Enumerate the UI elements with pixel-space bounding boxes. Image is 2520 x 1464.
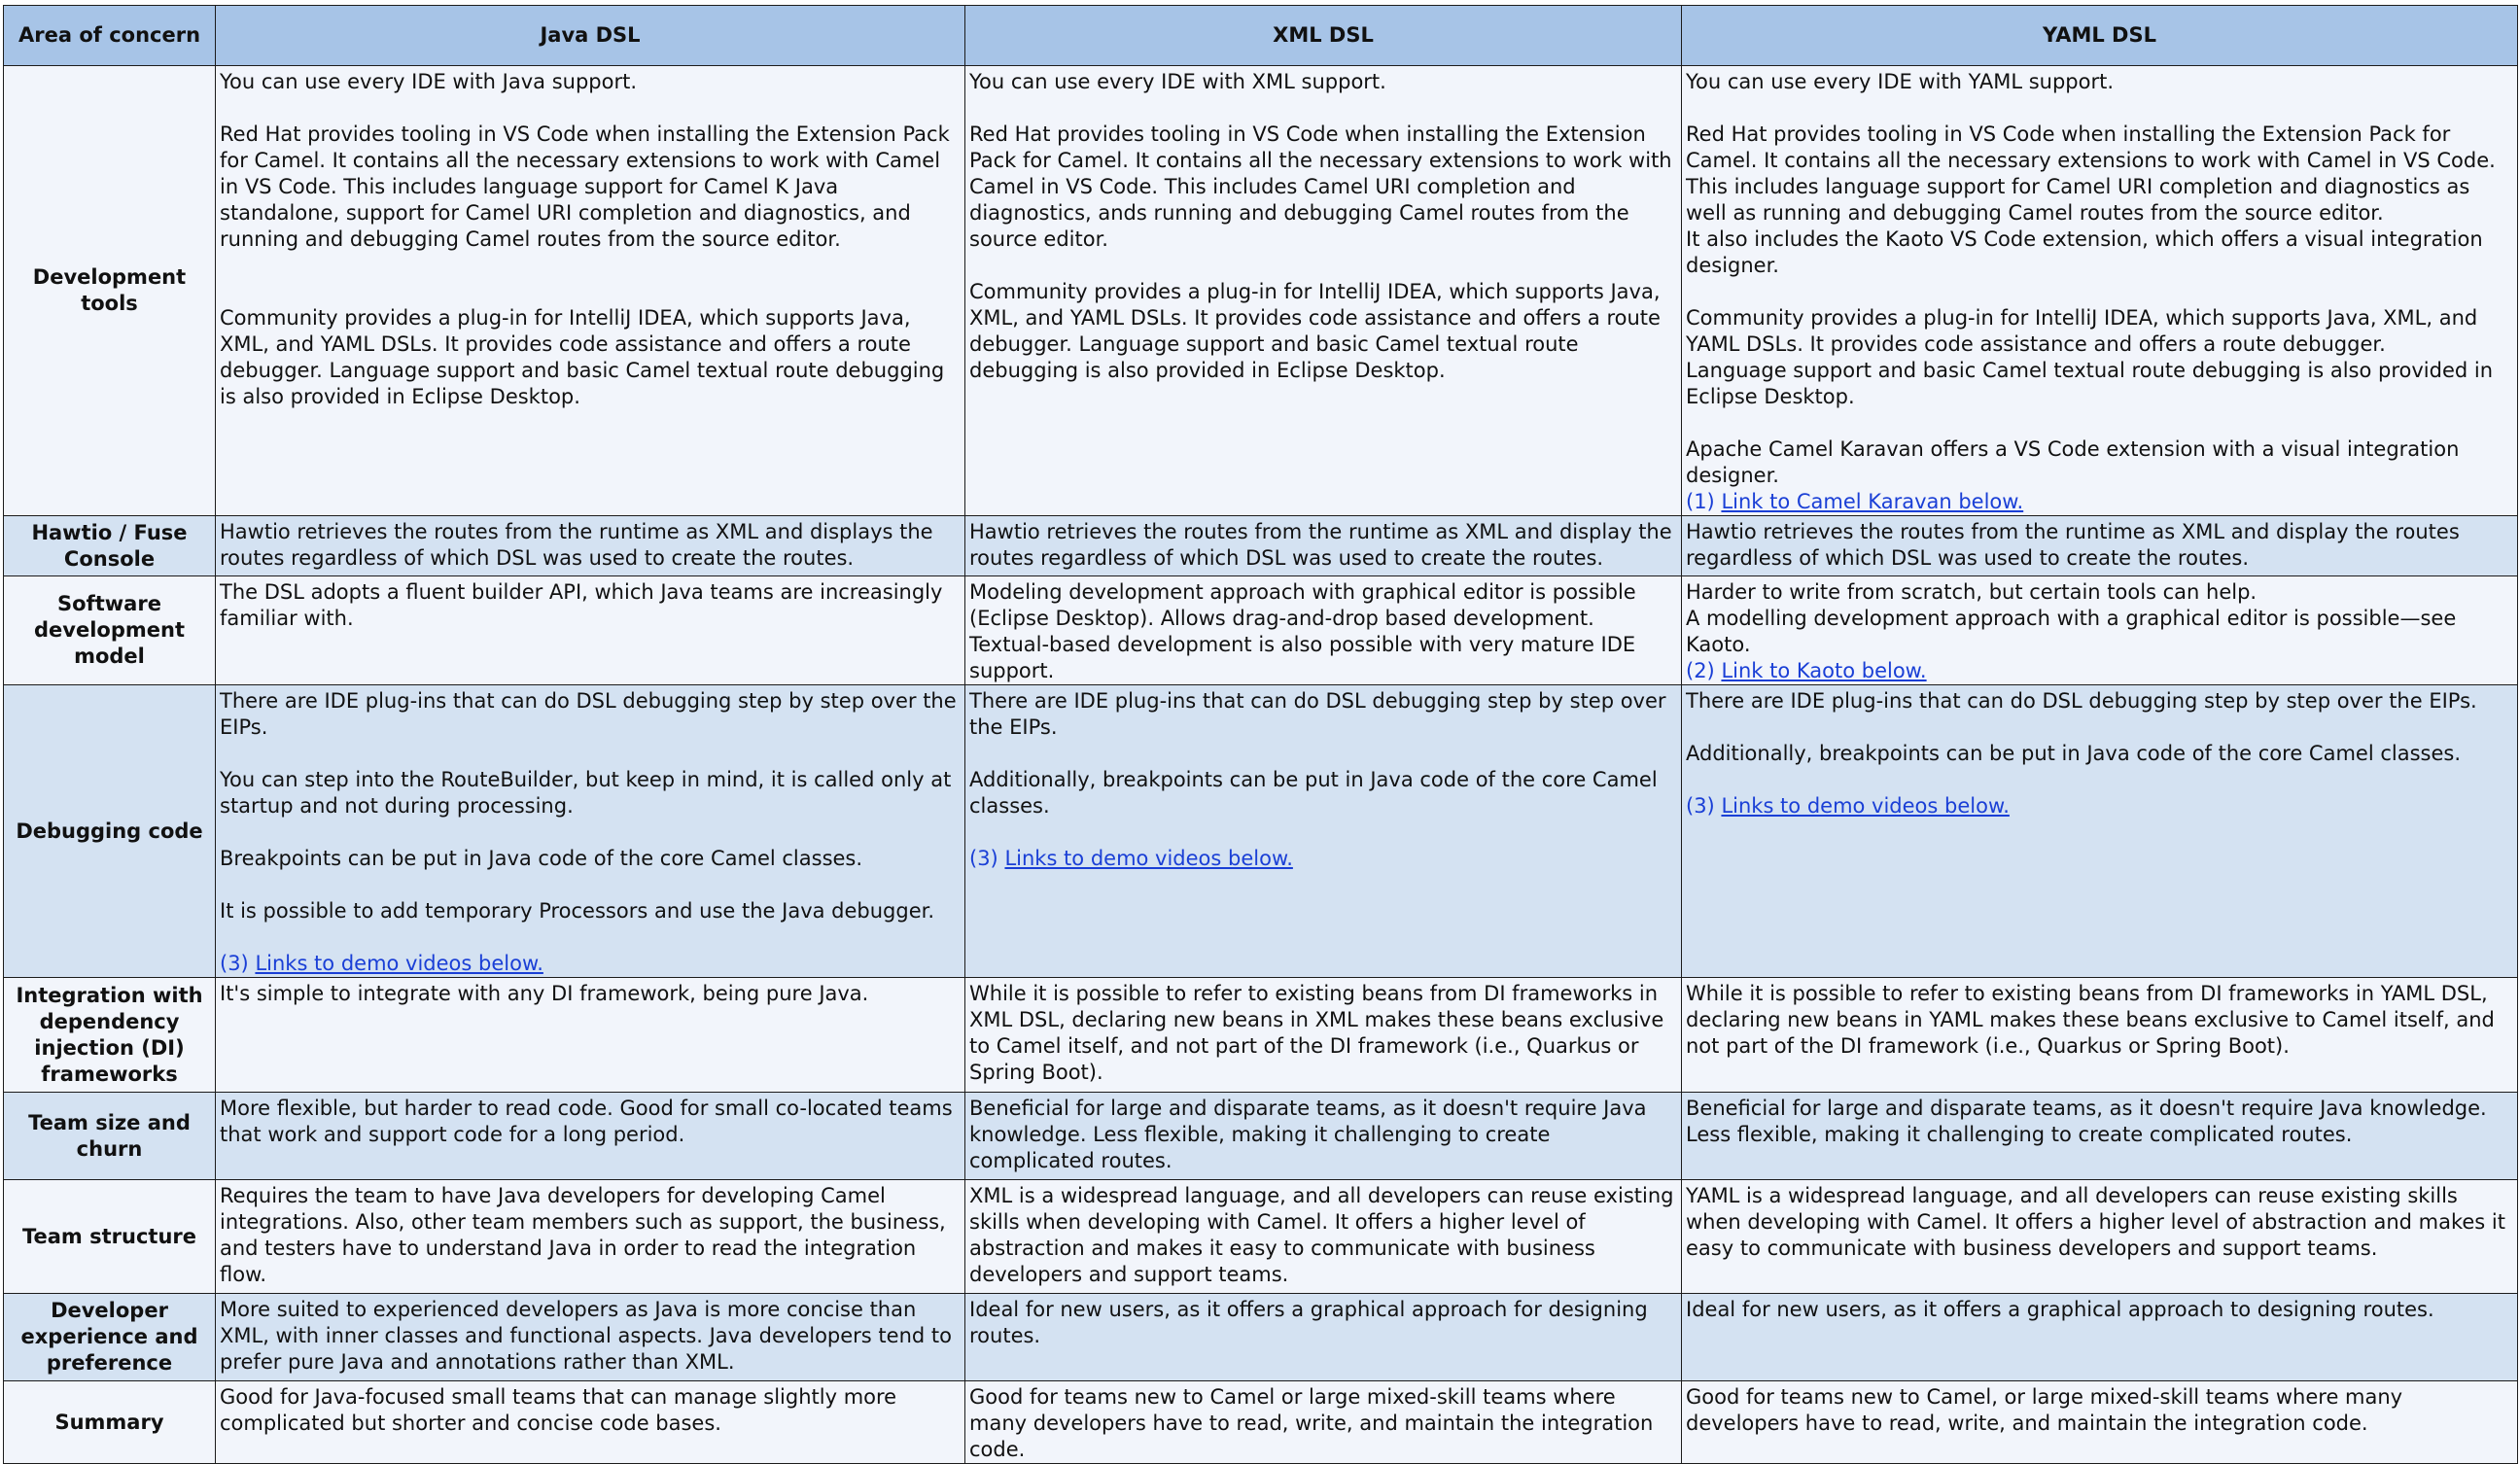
text: Red Hat provides tooling in VS Code when installing the Extension Pack for Camel. It contains all the necessary extensions to work with Camel in VS Code. This includes Camel URI completion and diagnostics, ands running and debugging Camel routes from the source editor. (969, 122, 1672, 251)
xml-summary: Good for teams new to Camel or large mixed-skill teams where many developers have to read, write, and maintain the integration code. (965, 1381, 1682, 1464)
footnote-number: (1) (1686, 490, 1715, 513)
java-development-tools (216, 66, 965, 516)
paragraph (1686, 305, 2513, 410)
text: A modelling development approach with a graphical editor is possible—see Kaoto. (1686, 607, 2457, 656)
area-team-size-churn: Team size and churn (4, 1093, 216, 1180)
xml-developer-experience: Ideal for new users, as it offers a graphical approach for designing routes. (965, 1294, 1682, 1381)
text: Red Hat provides tooling in VS Code when installing the Extension Pack for Camel. It contains all the necessary extensions to work with Camel in VS Code. This includes language support for Camel K Java standalone, support for Camel URI completion and diagnostics, and running and debugging Camel routes from the source editor. (220, 122, 950, 251)
text: Community provides a plug-in for IntelliJ IDEA, which supports Java, XML, and YAML DSLs. It provides code assistance and offers a route debugger. Language support and basic Camel textual route debugging is also provided in Eclipse Desktop. (969, 280, 1661, 382)
header-xml-dsl: XML DSL (965, 6, 1682, 66)
text: Community provides a plug-in for IntelliJ IDEA, which supports Java, XML, and YAML DSLs. It provides code assistance and offers a route debugger. Language support and basic Camel textual route debugging is also provided in Eclipse Desktop. (220, 306, 945, 408)
area-summary: Summary (4, 1381, 216, 1464)
text: Apache Camel Karavan offers a VS Code extension with a visual integration designer. (1686, 437, 2460, 487)
yaml-di: While it is possible to refer to existing beans from DI frameworks in YAML DSL, declaring new beans in YAML makes these beans exclusive to Camel itself, and not part of the DI framework (i.e., Quarkus or Spring Boot). (1682, 978, 2518, 1093)
text: Breakpoints can be put in Java code of the core Camel classes. (220, 847, 863, 870)
text: Community provides a plug-in for IntelliJ IDEA, which supports Java, XML, and YAML DSLs. It provides code assistance and offers a route debugger. (1686, 306, 2478, 356)
xml-debugging (965, 685, 1682, 978)
area-team-structure: Team structure (4, 1180, 216, 1294)
area-software-development-model: Software development model (4, 576, 216, 685)
text: You can use every IDE with YAML support. (1686, 70, 2115, 93)
footnote-number: (3) (969, 847, 998, 870)
footnote-number: (3) (1686, 794, 1715, 818)
link-line (1686, 489, 2513, 515)
text: There are IDE plug-ins that can do DSL debugging step by step over the EIPs. (220, 689, 957, 739)
link-line (220, 951, 961, 977)
text: Additionally, breakpoints can be put in Java code of the core Camel classes. (1686, 742, 2462, 765)
area-developer-experience: Developer experience and preference (4, 1294, 216, 1381)
text: You can use every IDE with Java support. (220, 70, 637, 93)
footnote-number: (3) (220, 952, 249, 975)
area-di-frameworks: Integration with dependency injection (DI) frameworks (4, 978, 216, 1093)
java-software-model: The DSL adopts a fluent builder API, which Java teams are increasingly familiar with. (216, 576, 965, 685)
link-demo-videos[interactable]: Links to demo videos below. (1004, 847, 1293, 870)
link-camel-karavan[interactable]: Link to Camel Karavan below. (1721, 490, 2024, 513)
link-kaoto[interactable]: Link to Kaoto below. (1721, 659, 1927, 682)
header-java-dsl: Java DSL (216, 6, 965, 66)
java-team-structure: Requires the team to have Java developers for developing Camel integrations. Also, other team members such as support, the business, and testers have to understand Java in order to read the integration flow. (216, 1180, 965, 1294)
text: Textual-based development is also possible with very mature IDE support. (969, 633, 1636, 682)
yaml-debugging (1682, 685, 2518, 978)
xml-di: While it is possible to refer to existing beans from DI frameworks in XML DSL, declaring new beans in XML makes these beans exclusive to Camel itself, and not part of the DI framework (i.e., Quarkus or Spring Boot). (965, 978, 1682, 1093)
row-debugging-code (4, 685, 2518, 978)
yaml-team-size: Beneficial for large and disparate teams, as it doesn't require Java knowledge. Less flexible, making it challenging to create complicated routes. (1682, 1093, 2518, 1180)
footnote-number: (2) (1686, 659, 1715, 682)
row-software-development-model (4, 576, 2518, 685)
java-summary: Good for Java-focused small teams that can manage slightly more complicated but shorter and concise code bases. (216, 1381, 965, 1464)
link-demo-videos[interactable]: Links to demo videos below. (1721, 794, 2010, 818)
xml-development-tools (965, 66, 1682, 516)
yaml-software-model (1682, 576, 2518, 685)
java-developer-experience: More suited to experienced developers as Java is more concise than XML, with inner classes and functional aspects. Java developers tend to prefer pure Java and annotations rather than XML. (216, 1294, 965, 1381)
text: You can step into the RouteBuilder, but keep in mind, it is called only at startup and not during processing. (220, 768, 952, 818)
java-debugging (216, 685, 965, 978)
text: There are IDE plug-ins that can do DSL debugging step by step over the EIPs. (969, 689, 1666, 739)
link-line (969, 846, 1677, 872)
text: Modeling development approach with graphical editor is possible (Eclipse Desktop). Allows drag-and-drop based development. (969, 580, 1636, 630)
header-area-of-concern: Area of concern (4, 6, 216, 66)
yaml-development-tools (1682, 66, 2518, 516)
yaml-team-structure: YAML is a widespread language, and all developers can reuse existing skills when developing with Camel. It offers a higher level of abstraction and makes it easy to communicate with business developers and support teams. (1682, 1180, 2518, 1294)
yaml-summary: Good for teams new to Camel, or large mixed-skill teams where many developers have to read, write, and maintain the integration code. (1682, 1381, 2518, 1464)
dsl-comparison-table (3, 5, 2518, 1464)
text: There are IDE plug-ins that can do DSL debugging step by step over the EIPs. (1686, 689, 2477, 713)
link-line (1686, 658, 2513, 684)
row-team-structure (4, 1180, 2518, 1294)
row-developer-experience (4, 1294, 2518, 1381)
java-di: It's simple to integrate with any DI framework, being pure Java. (216, 978, 965, 1093)
xml-team-size: Beneficial for large and disparate teams, as it doesn't require Java knowledge. Less flexible, making it challenging to create complicated routes. (965, 1093, 1682, 1180)
header-row (4, 6, 2518, 66)
link-line (1686, 793, 2513, 819)
header-yaml-dsl: YAML DSL (1682, 6, 2518, 66)
area-hawtio-fuse-console: Hawtio / Fuse Console (4, 516, 216, 576)
text: It also includes the Kaoto VS Code extension, which offers a visual integration designer. (1686, 227, 2483, 277)
xml-software-model (965, 576, 1682, 685)
paragraph (1686, 436, 2513, 515)
row-hawtio-fuse-console (4, 516, 2518, 576)
row-team-size-churn (4, 1093, 2518, 1180)
link-demo-videos[interactable]: Links to demo videos below. (255, 952, 543, 975)
row-di-frameworks (4, 978, 2518, 1093)
text: It is possible to add temporary Processors and use the Java debugger. (220, 899, 935, 923)
java-team-size: More flexible, but harder to read code. Good for small co-located teams that work and support code for a long period. (216, 1093, 965, 1180)
row-summary (4, 1381, 2518, 1464)
xml-hawtio: Hawtio retrieves the routes from the runtime as XML and display the routes regardless of which DSL was used to create the routes. (965, 516, 1682, 576)
text: You can use every IDE with XML support. (969, 70, 1386, 93)
yaml-hawtio: Hawtio retrieves the routes from the runtime as XML and display the routes regardless of which DSL was used to create the routes. (1682, 516, 2518, 576)
text: Harder to write from scratch, but certain tools can help. (1686, 580, 2258, 604)
area-development-tools: Development tools (4, 66, 216, 516)
area-debugging-code: Debugging code (4, 685, 216, 978)
yaml-developer-experience: Ideal for new users, as it offers a graphical approach to designing routes. (1682, 1294, 2518, 1381)
xml-team-structure: XML is a widespread language, and all developers can reuse existing skills when developing with Camel. It offers a higher level of abstraction and makes it easy to communicate with business developers and support teams. (965, 1180, 1682, 1294)
text: Red Hat provides tooling in VS Code when installing the Extension Pack for Camel. It contains all the necessary extensions to work with Camel in VS Code. This includes language support for Camel URI completion and diagnostics as well as running and debugging Camel routes from the source editor. (1686, 122, 2496, 225)
java-hawtio: Hawtio retrieves the routes from the runtime as XML and displays the routes regardless of which DSL was used to create the routes. (216, 516, 965, 576)
text: Additionally, breakpoints can be put in Java code of the core Camel classes. (969, 768, 1658, 818)
paragraph (1686, 122, 2513, 279)
row-development-tools (4, 66, 2518, 516)
text: Language support and basic Camel textual route debugging is also provided in Eclipse Desktop. (1686, 359, 2494, 408)
